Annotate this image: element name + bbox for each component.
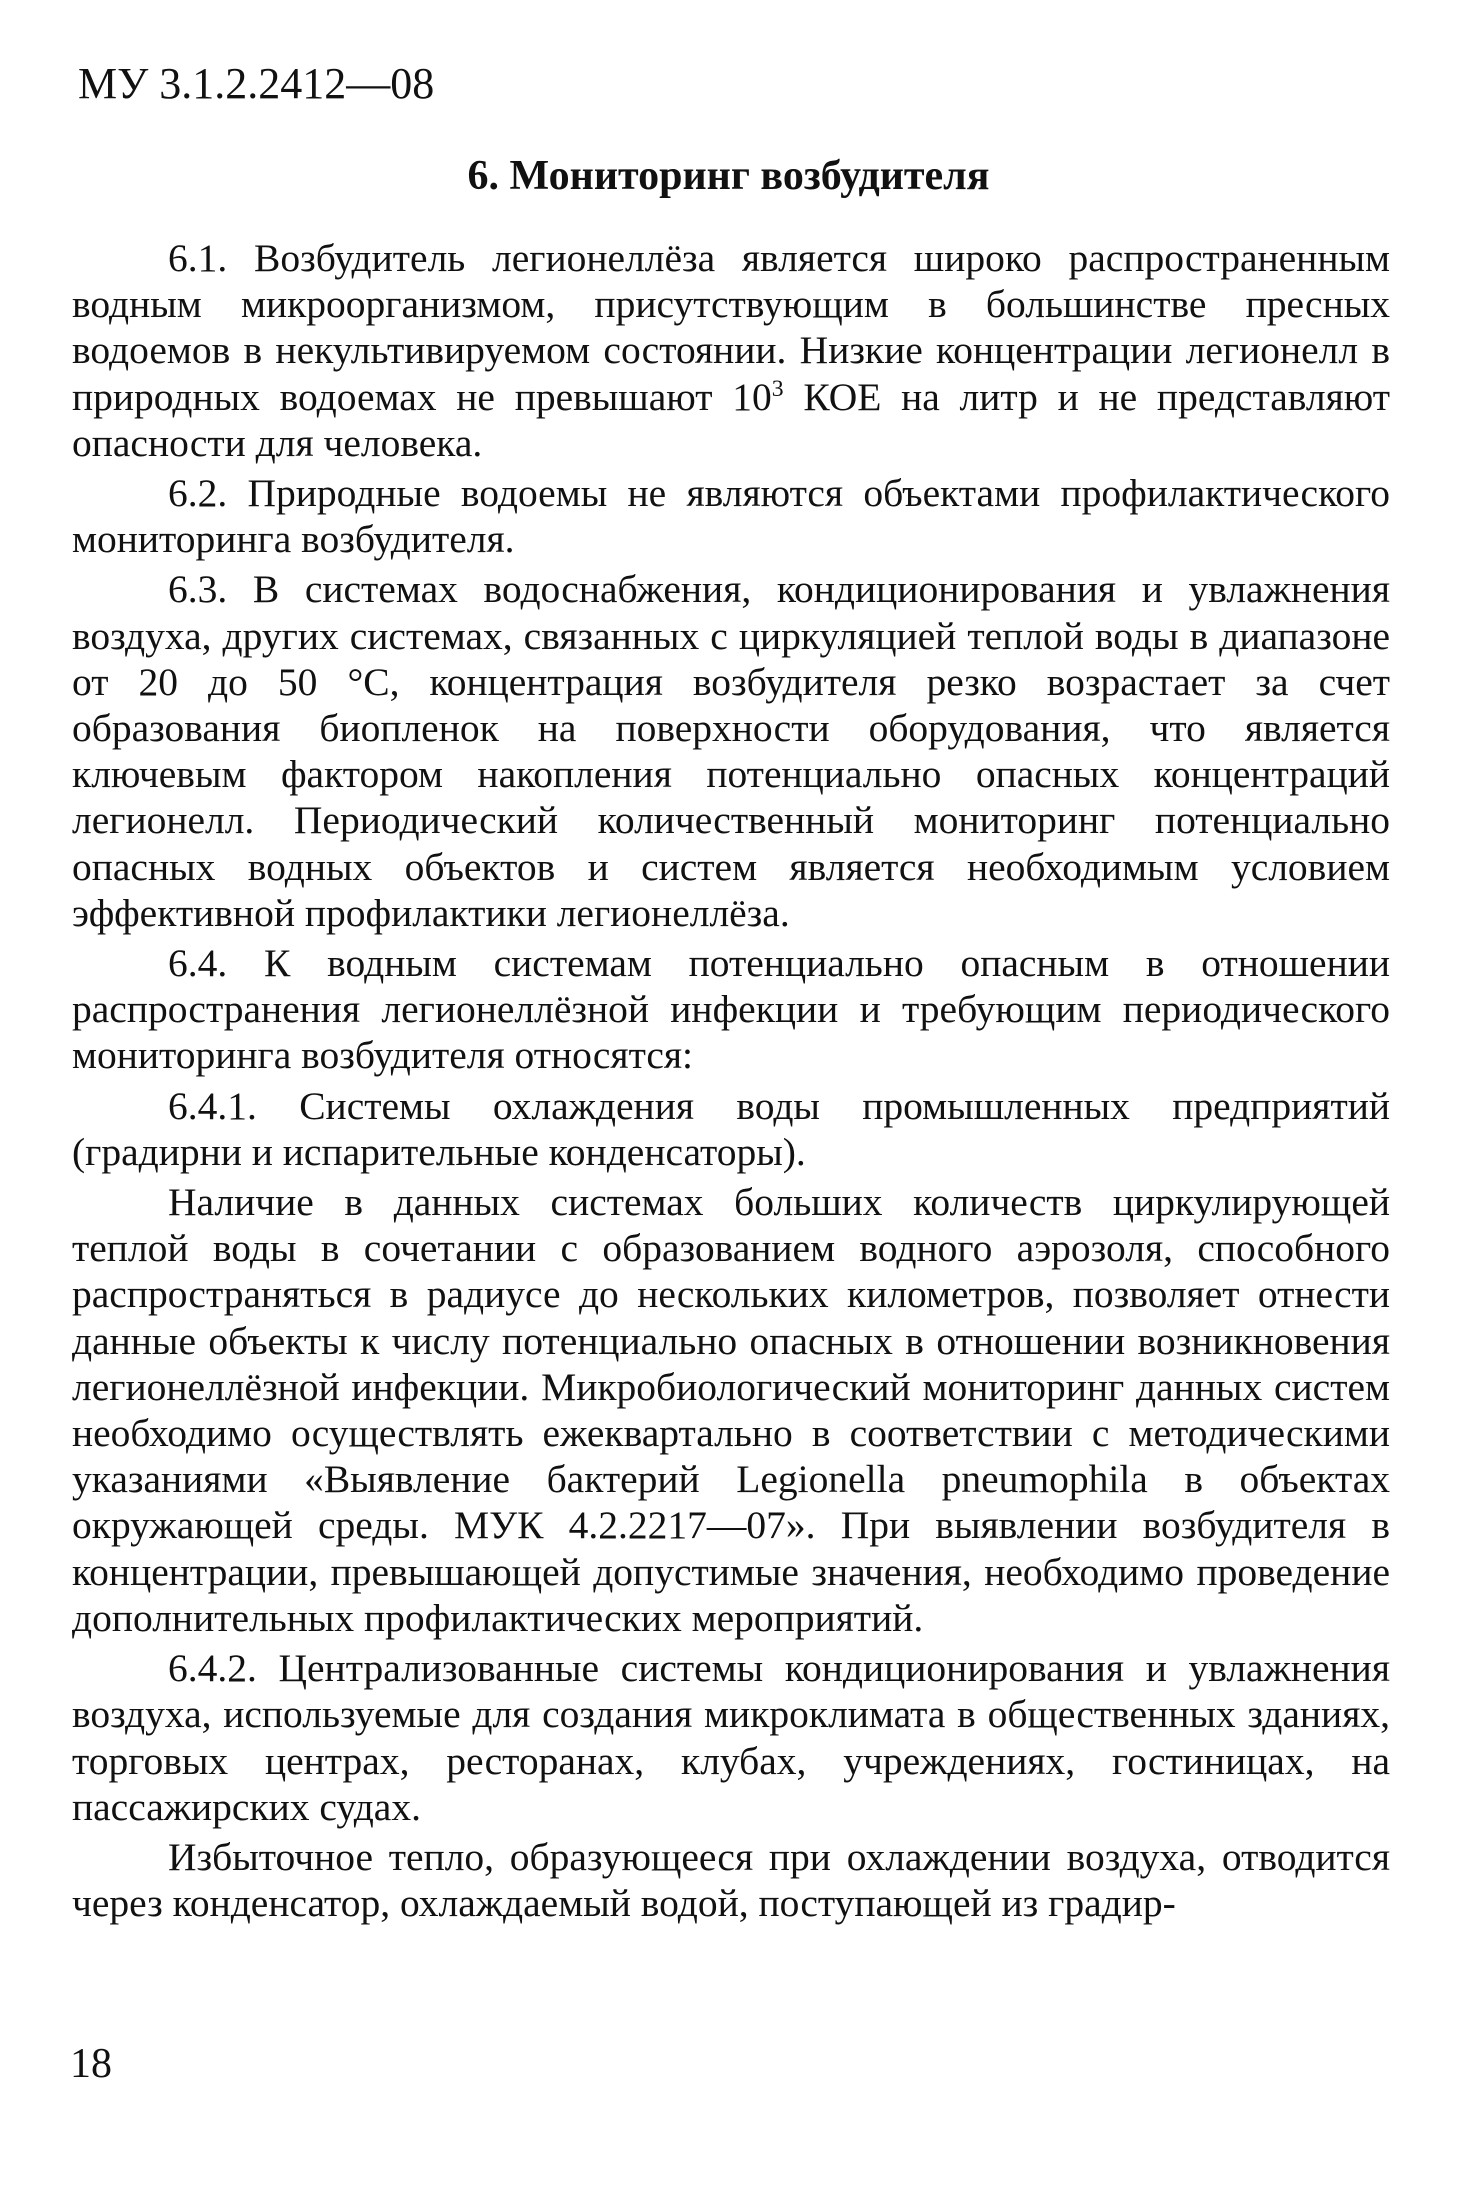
document-code-header: МУ 3.1.2.2412—08	[78, 59, 435, 108]
section-title: 6. Мониторинг возбудителя	[467, 153, 990, 199]
paragraph-6-4: 6.4. К водным системам потенциально опасным в отношении распространения легионеллёзной инфекции и требующим периодического мониторинга возбудителя относятся:	[72, 941, 1390, 1078]
paragraph-6-1	[72, 235, 1390, 466]
paragraph-6-1-exponent: 3	[771, 375, 784, 402]
paragraph-6-3: 6.3. В системах водоснабжения, кондиционирования и увлажнения воздуха, других системах, связанных с циркуляцией теплой воды в диапазоне от 20 до 50 °С, концентрация возбудителя резко возрастает за счет образования биопленок на поверхности оборудования, что является ключевым фактором накопления потенциально опасных концентраций легионелл. Периодический количественный мониторинг потенциально опасных водных объектов и систем является необходимым условием эффективной профилактики легионеллёза.	[72, 567, 1390, 935]
paragraph-6-4-1-detail: Наличие в данных системах больших количеств циркулирующей теплой воды в сочетании с образованием водного аэрозоля, способного распространяться в радиусе до нескольких километров, позволяет отнести данные объекты к числу потенциально опасных в отношении возникновения легионеллёзной инфекции. Микробиологический мониторинг данных систем необходимо осуществлять ежеквартально в соответствии с методическими указаниями «Выявление бактерий Legionella pneumophila в объектах окружающей среды. МУК 4.2.2217—07». При выявлении возбудителя в концентрации, превышающей допустимые значения, необходимо проведение дополнительных профилактических мероприятий.	[72, 1180, 1390, 1640]
paragraph-6-4-1: 6.4.1. Системы охлаждения воды промышленных предприятий (градирни и испарительные конденсаторы).	[72, 1083, 1390, 1174]
paragraph-6-2: 6.2. Природные водоемы не являются объектами профилактического мониторинга возбудителя.	[72, 471, 1390, 562]
paragraph-6-1-text-end: КОЕ на литр и не представляют опасности для человека.	[72, 374, 1390, 465]
paragraph-6-4-2: 6.4.2. Централизованные системы кондиционирования и увлажнения воздуха, используемые для создания микроклимата в общественных зданиях, торговых центрах, ресторанах, клубах, учреждениях, гостиницах, на пассажирских судах.	[72, 1646, 1390, 1829]
paragraph-6-4-2-detail: Избыточное тепло, образующееся при охлаждении воздуха, отводится через конденсатор, охлаждаемый водой, поступающей из градир-	[72, 1834, 1390, 1926]
page-number: 18	[70, 2041, 112, 2087]
paragraph-6-1-text-start: 6.1. Возбудитель легионеллёза является широко распространенным водным микроорганизмом, присутствующим в большинстве пресных водоемов в некультивируемом состоянии. Низкие концентрации легионелл в природных водоемах не превышают 10	[72, 236, 1390, 419]
section-body	[72, 235, 1390, 1926]
